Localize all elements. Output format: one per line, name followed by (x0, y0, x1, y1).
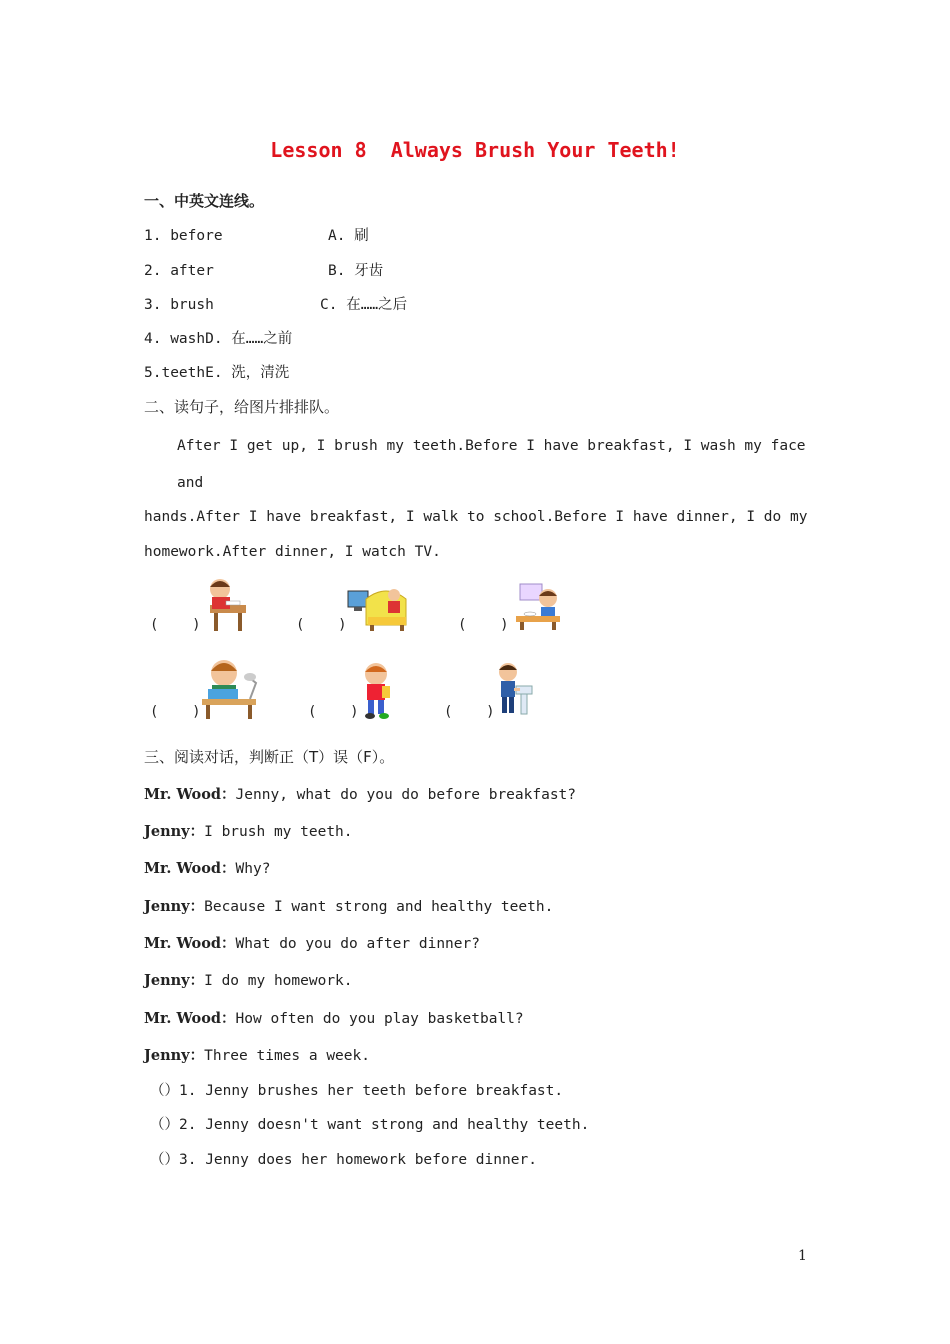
match-left-3: 3. brush (144, 297, 214, 313)
speech: Because I want strong and healthy teeth. (204, 899, 554, 915)
walking-to-school-icon (358, 660, 396, 720)
washing-hands-icon (494, 660, 534, 720)
tf-question-2[interactable]: （）2. Jenny doesn't want strong and healthy teeth. (150, 1117, 590, 1133)
match-row-5: 5.teethE. 洗，清洗 (144, 365, 290, 381)
dialogue-line-4 (144, 897, 553, 917)
page-number: 1 (798, 1248, 807, 1264)
speaker: Jenny： (144, 1047, 205, 1064)
answer-paren-2[interactable]: ( ) (296, 617, 347, 633)
tf-question-3[interactable]: （）3. Jenny does her homework before dinner. (150, 1152, 537, 1168)
section1-heading: 一、中英文连线。 (144, 192, 265, 210)
section3-heading: 三、阅读对话，判断正（T）误（F）。 (144, 748, 395, 766)
speaker: Mr. Wood： (144, 1010, 236, 1027)
eating-breakfast-icon (512, 580, 562, 632)
answer-paren-1[interactable]: ( ) (150, 617, 201, 633)
speaker: Mr. Wood： (144, 786, 236, 803)
dialogue-line-8 (144, 1046, 370, 1066)
speech: Why? (235, 861, 271, 877)
answer-paren-5[interactable]: ( ) (308, 704, 359, 720)
speech: How often do you play basketball? (235, 1011, 524, 1027)
answer-paren-6[interactable]: ( ) (444, 704, 495, 720)
page-title: Lesson 8 Always Brush Your Teeth! (270, 138, 680, 162)
passage-line-4: homework.After dinner, I watch TV. (144, 544, 441, 560)
dialogue-line-7 (144, 1009, 524, 1029)
speaker: Mr. Wood： (144, 860, 236, 877)
boy-at-desk-icon (200, 575, 250, 633)
match-left-1: 1. before (144, 228, 223, 244)
speech: What do you do after dinner? (235, 936, 480, 952)
speaker: Mr. Wood： (144, 935, 236, 952)
speech: Jenny, what do you do before breakfast? (235, 787, 577, 803)
passage-line-3: hands.After I have breakfast, I walk to school.Before I have dinner, I do my (144, 509, 808, 525)
passage-line-2: and (177, 475, 204, 491)
dialogue-line-5 (144, 934, 480, 954)
speaker: Jenny： (144, 898, 205, 915)
answer-paren-4[interactable]: ( ) (150, 704, 201, 720)
reading-book-icon (200, 655, 262, 719)
match-left-2: 2. after (144, 263, 214, 279)
match-row-4: 4. washD. 在……之前 (144, 331, 293, 347)
speech: I do my homework. (204, 973, 353, 989)
watching-tv-icon (346, 577, 410, 631)
dialogue-line-6 (144, 971, 353, 991)
section2-heading: 二、读句子，给图片排排队。 (144, 398, 340, 416)
speech: I brush my teeth. (204, 824, 353, 840)
match-right-2: B. 牙齿 (328, 263, 384, 279)
dialogue-line-2 (144, 822, 353, 842)
dialogue-line-3 (144, 859, 270, 879)
speaker: Jenny： (144, 972, 205, 989)
tf-question-1[interactable]: （）1. Jenny brushes her teeth before breakfast. (150, 1083, 564, 1099)
speech: Three times a week. (204, 1048, 370, 1064)
match-right-1: A. 刷 (328, 228, 369, 244)
dialogue-line-1 (144, 785, 576, 805)
answer-paren-3[interactable]: ( ) (458, 617, 509, 633)
passage-line-1: After I get up, I brush my teeth.Before I have breakfast, I wash my face (177, 438, 806, 454)
match-right-3: C. 在……之后 (320, 297, 408, 313)
speaker: Jenny： (144, 823, 205, 840)
